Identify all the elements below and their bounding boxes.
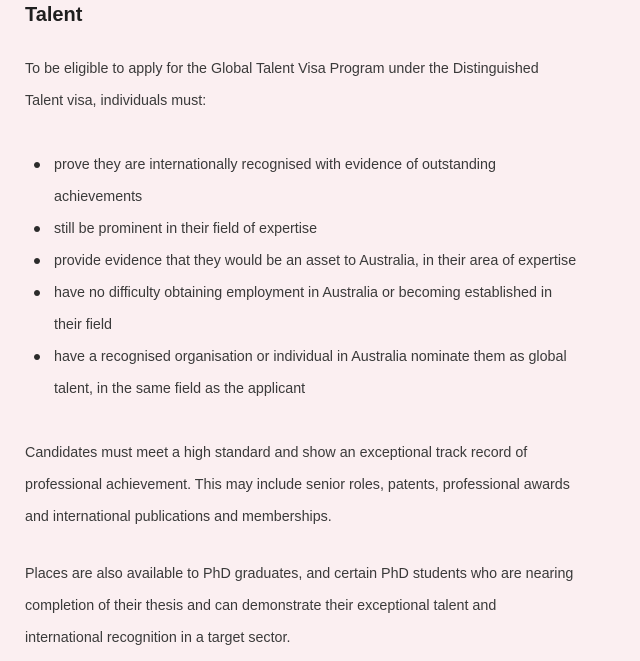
requirement-line: talent, in the same field as the applicant xyxy=(54,381,306,397)
phd-paragraph xyxy=(25,558,635,654)
phd-line: completion of their thesis and can demonstrate their exceptional talent and xyxy=(25,598,497,614)
requirement-line: provide evidence that they would be an asset to Australia, in their area of expertise xyxy=(54,253,577,269)
bullet-icon xyxy=(34,290,40,296)
requirement-line: have no difficulty obtaining employment in Australia or becoming established in xyxy=(54,285,553,301)
requirement-item xyxy=(0,149,640,213)
requirement-line: achievements xyxy=(54,189,143,205)
bullet-icon xyxy=(34,258,40,264)
bullet-icon xyxy=(34,354,40,360)
requirement-item xyxy=(0,213,640,245)
standards-line: and international publications and memberships. xyxy=(25,509,332,525)
intro-line: To be eligible to apply for the Global Talent Visa Program under the Distinguished xyxy=(25,61,539,77)
phd-line: international recognition in a target sector. xyxy=(25,630,291,646)
requirement-line: their field xyxy=(54,317,113,333)
bullet-icon xyxy=(34,226,40,232)
section-heading: Talent xyxy=(25,4,83,26)
standards-line: professional achievement. This may include senior roles, patents, professional awards xyxy=(25,477,570,493)
standards-paragraph xyxy=(25,437,635,533)
bullet-icon xyxy=(34,162,40,168)
requirements-list xyxy=(0,149,640,405)
requirement-line: prove they are internationally recognised with evidence of outstanding xyxy=(54,157,496,173)
intro-line: Talent visa, individuals must: xyxy=(25,93,207,109)
requirement-item xyxy=(0,277,640,341)
phd-line: Places are also available to PhD graduates, and certain PhD students who are nearing xyxy=(25,566,574,582)
requirement-item xyxy=(0,341,640,405)
requirement-item xyxy=(0,245,640,277)
requirement-line: still be prominent in their field of expertise xyxy=(54,221,318,237)
requirement-line: have a recognised organisation or individual in Australia nominate them as global xyxy=(54,349,567,365)
standards-line: Candidates must meet a high standard and show an exceptional track record of xyxy=(25,445,528,461)
intro-paragraph xyxy=(25,53,635,117)
